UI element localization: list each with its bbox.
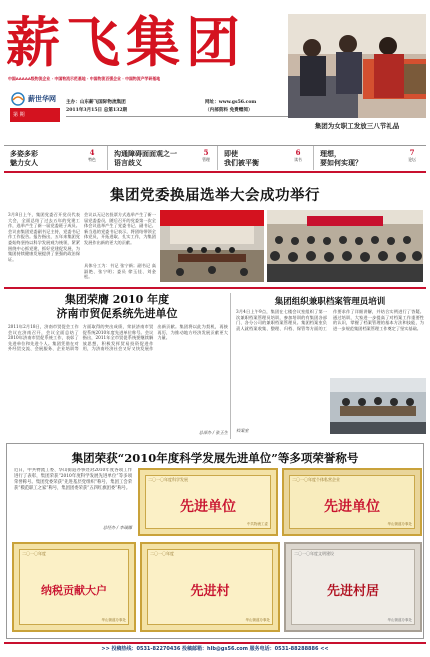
plaque-big: 先进村 <box>190 584 230 599</box>
plaque-big: 先进单位 <box>324 499 380 515</box>
footer-bar <box>4 642 426 653</box>
article3-author: 档案室 <box>236 428 249 433</box>
article1-photo-right <box>267 210 423 282</box>
index-title: 多姿多彩 魅力女人 <box>10 149 38 167</box>
logo-text: 薪世华网 <box>28 95 56 103</box>
index-item[interactable] <box>314 146 426 170</box>
index-tag: 论坛 <box>408 157 416 162</box>
article1-photo-main <box>160 210 264 282</box>
index-page: 7 <box>409 148 415 157</box>
top-photo <box>288 14 426 118</box>
plaque-big: 先进单位 <box>180 499 236 515</box>
internal-line: （内部资料 免费赠阅） <box>205 108 253 113</box>
plaque <box>284 542 422 632</box>
masthead <box>0 0 430 145</box>
plaque-small: 二〇一〇年度科学发展 <box>148 477 188 482</box>
plaque <box>12 542 136 632</box>
plaque-sub: 中共物流工委 <box>247 522 268 526</box>
index-bar <box>4 146 426 170</box>
plaque-small: 二〇一〇年度 <box>22 551 46 556</box>
index-tag: 读书 <box>294 157 302 162</box>
plaque <box>138 468 278 536</box>
index-tag: 管理 <box>202 157 210 162</box>
masthead-logo <box>10 92 60 106</box>
index-title: 即使 我们被平衡 <box>224 149 259 167</box>
index-tag: 特色 <box>88 157 96 162</box>
plaque-sub: 华山街道办事处 <box>387 618 412 622</box>
article2-headline: 集团荣膺 2010 年度 济南市贸促系统先进单位 <box>56 293 178 320</box>
website-line: 网址：www.gs56.com <box>205 100 257 105</box>
plaque-small: 二〇一〇年度个体私营企业 <box>292 477 340 482</box>
article1-body-mid: 会议以无记名投票方式选举产生了新一届党委委员，随后召开的党委第一次全体会议选举产生了党委书记、副书记。新当选的党委书记表示，将团结带领全体党员，开拓进取、扎实工作，为集团发展作出新的更大的贡献。 <box>84 212 156 245</box>
date-line: 2011年3月15日 总第132期 <box>66 108 128 113</box>
article2-author: 总部办 / 张玉生 <box>198 430 228 435</box>
article3-headline: 集团组织兼职档案管理员培训 <box>274 297 386 307</box>
plaque <box>282 468 422 536</box>
index-item[interactable] <box>218 146 314 170</box>
masthead-title: 薪飞集团 <box>6 10 246 74</box>
article4-headline: 集团荣获“2010年度科学发展先进单位”等多项荣誉称号 <box>71 451 359 465</box>
plaque <box>140 542 280 632</box>
article3-photo <box>330 378 426 434</box>
plaque-small: 二〇一〇年度 <box>150 551 174 556</box>
plaque-sub: 华山街道办事处 <box>101 618 126 622</box>
plaque-sub: 华山街道办事处 <box>245 618 270 622</box>
article1-body-left: 3月8日上午，集团党委召开党员代表大会，全面总结了过去五年的党建工作，选举产生了新一届党委班子成员。会议由集团党委副书记主持，党委书记作工作报告。报告指出，五年来集团党委始终坚持以科学发展观为统领，紧紧围绕中心抓党建，抓好党建促发展，为集团持续健康发展提供了坚强的政治保证。 <box>8 212 80 262</box>
top-photo-caption: 集团为女职工发放三八节礼品 <box>314 122 400 130</box>
index-title: 理想， 要如何实现？ <box>320 149 362 167</box>
masthead-slogan: 中国AAAAA级物流企业 · 中国物流示范基地 · 中国物流百强企业 · 中国物流产学研基地 <box>8 76 161 81</box>
index-page: 5 <box>203 148 209 157</box>
article3-body: 3月4日上午9点，集团在七楼会议室组织了第一次兼职档案管理员培训，参加培训的有集团各部门、各分公司的兼职档案管理员。集团档案室负责人就档案收集、整理、归档、保管等方面的工作要求作了详细讲解，并结合实例进行了答疑。通过培训，大家进一步提高了对档案工作重要性的认识，掌握了档案管理的基本方法和技能，为进一步规范集团档案管理工作奠定了坚实基础。 <box>236 309 424 331</box>
index-title: 沟通障碍面面观之一 语言歧义 <box>114 149 177 167</box>
article4-intro: 近日，中共物流工委、华山街道办事处对2010年度各项工作进行了表彰，集团荣获“2010年度科学发展先进单位”等多项荣誉称号。集团党委荣获“先进基层党组织”称号，集团工会荣获“模范职工之家”称号，集团团委荣获“五四红旗团委”称号。 <box>14 468 132 491</box>
plaque-small: 二〇一〇年度文明建设 <box>294 551 334 556</box>
plaque-big: 先进村居 <box>326 584 379 599</box>
masthead-date-box: 第 期 <box>10 108 60 122</box>
article2-body: 2011年2月18日，济南市贸促会工作会议在济南召开，会议全面总结了2010年济南市贸促系统工作，表彰了先进单位和先进个人。集团凭借在对外经贸交流、会展服务、企业培训等方面取得的突出成绩，荣获济南市贸促系统2010年度先进单位称号。会议指出，2011年全市贸促系统要继续解放思想，积极发挥贸易投资促进作用，为济南经济社会又好又快发展作出新贡献。集团将以此为契机，再接再厉，为推动地方经济发展贡献更大力量。 <box>8 324 228 352</box>
host-line: 主办：山东薪飞国际物流集团 <box>66 100 126 105</box>
article4-author: 总经办 / 李瑞娜 <box>102 525 132 530</box>
article1-headline: 集团党委换届选举大会成功举行 <box>110 187 320 204</box>
plaque-sub: 华山街道办事处 <box>387 522 412 526</box>
index-item[interactable] <box>108 146 218 170</box>
index-item[interactable] <box>4 146 108 170</box>
footer-text: >> 投稿热线：0531-82270436 投稿邮箱：hlb@gs56.com 服务电话：0531-88288886 << <box>101 646 329 652</box>
index-page: 4 <box>89 148 95 157</box>
plaque-big: 纳税贡献大户 <box>41 584 107 597</box>
index-page: 6 <box>295 148 301 157</box>
company-logo-icon <box>10 92 26 106</box>
article1-body-bottom: 具体分工为：书记 张宁新；副书记 高淑艳、张宁明；委员 徐玉佳、刘金松。 <box>84 263 156 279</box>
